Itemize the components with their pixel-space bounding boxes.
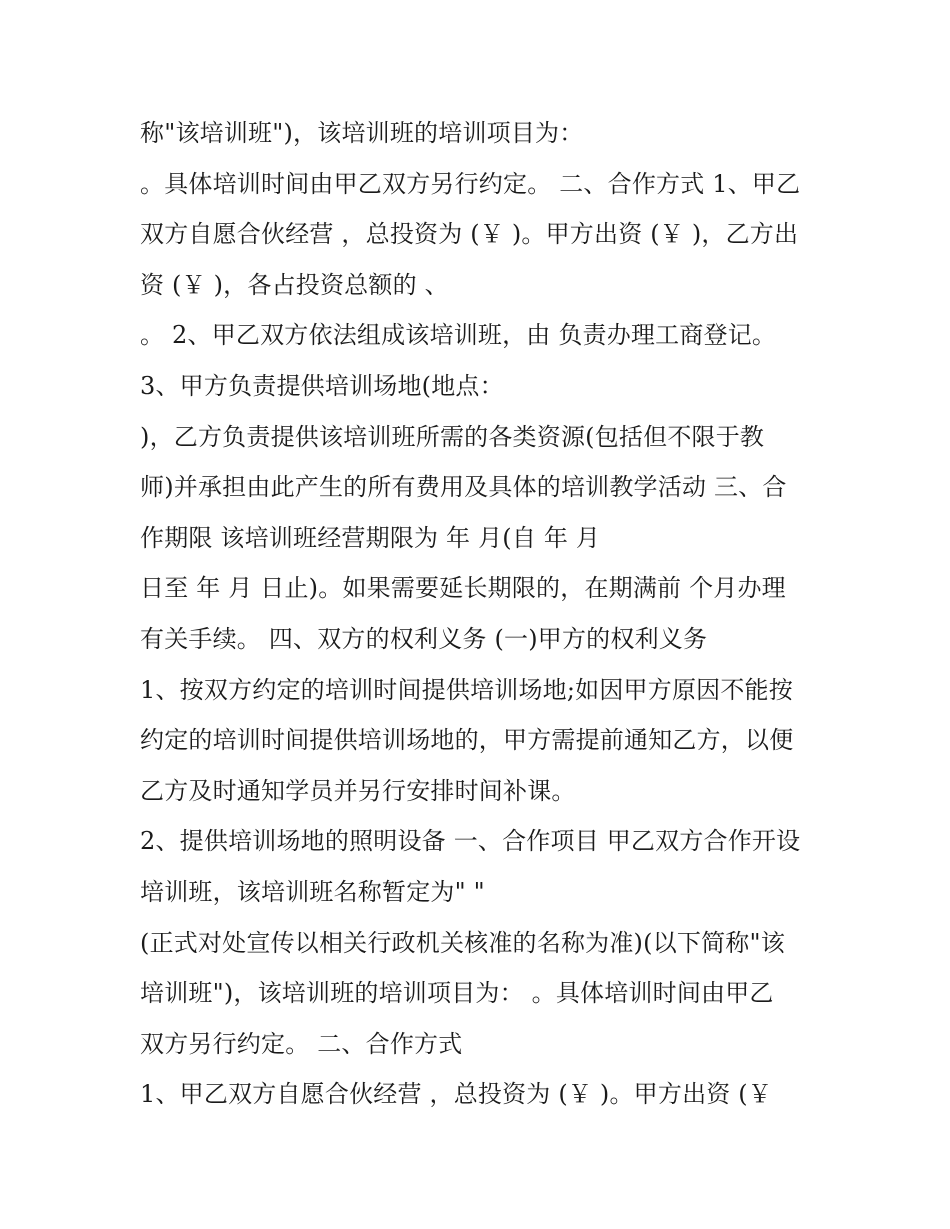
text-line: 双方自愿合伙经营 ，总投资为 (￥ )。甲方出资 (￥ )，乙方出 (140, 220, 799, 249)
text-line: 。 2、甲乙双方依法组成该培训班，由 负责办理工商登记。 (140, 321, 777, 350)
text-line: 称"该培训班")，该培训班的培训项目为： (140, 119, 584, 147)
text-line: 培训班")，该培训班的培训项目为： 。具体培训时间由甲乙 (140, 979, 774, 1008)
text-line: 师)并承担由此产生的所有费用及具体的培训教学活动 三、合 (140, 473, 787, 502)
text-line: 。具体培训时间由甲乙双方另行约定。 二、合作方式 1、甲乙 (140, 169, 801, 198)
text-line: 日至 年 月 日止)。如果需要延长期限的，在期满前 个月办理 (140, 574, 786, 603)
text-line: 2、提供培训场地的照明设备 一、合作项目 甲乙双方合作开设 (140, 827, 801, 856)
text-line: 资 (￥ )，各占投资总额的 、 (140, 270, 449, 299)
text-line: 有关手续。 四、双方的权利义务 (一)甲方的权利义务 (140, 624, 708, 653)
text-line: 作期限 该培训班经营期限为 年 月(自 年 月 (140, 523, 601, 552)
text-line: 1、按双方约定的培训时间提供培训场地;如因甲方原因不能按 (140, 675, 793, 704)
text-line: )，乙方负责提供该培训班所需的各类资源(包括但不限于教 (140, 422, 765, 451)
text-line: 3、甲方负责提供培训场地(地点： (140, 371, 504, 400)
text-line: 1、甲乙双方自愿合伙经营 ，总投资为 (￥ )。甲方出资 (￥ (140, 1080, 773, 1109)
document-body (140, 108, 830, 1120)
text-line: 约定的培训时间提供培训场地的，甲方需提前通知乙方，以便 (140, 726, 794, 755)
text-line: 双方另行约定。 二、合作方式 (140, 1029, 463, 1058)
text-line: 乙方及时通知学员并另行安排时间补课。 (140, 776, 576, 805)
text-line: 培训班，该培训班名称暂定为" " (140, 877, 485, 906)
text-line: (正式对处宣传以相关行政机关核准的名称为准)(以下简称"该 (140, 928, 785, 957)
